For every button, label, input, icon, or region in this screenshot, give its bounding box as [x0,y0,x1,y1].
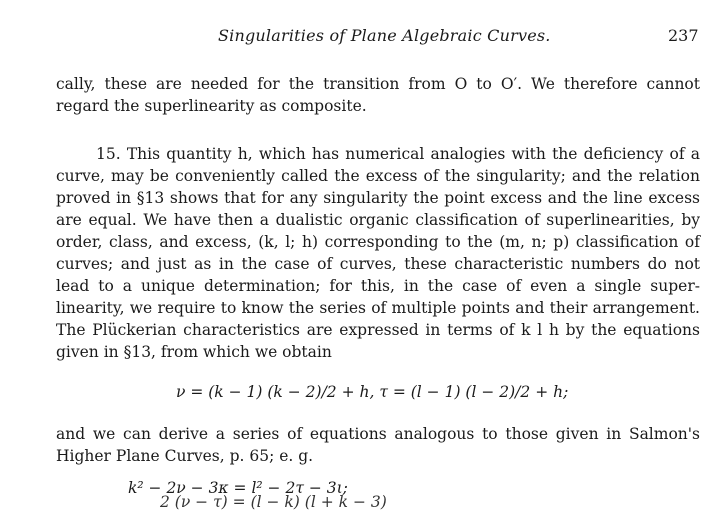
paragraph-15-line-6: curves; and just as in the case of curves, these characteristic numbers do not [56,255,700,273]
paragraph-15-line-3: proved in §13 shows that for any singularity the point excess and the line excess [56,189,700,207]
equation-cut-off [160,493,420,511]
page-number: 237 [668,26,699,45]
text-line-after-1: and we can derive a series of equations analogous to those given in Salmon's [56,425,700,443]
equation-plucker: ν = (k − 1) (k − 2)/2 + h, τ = (l − 1) (l − 2)/2 + h; [176,383,569,401]
running-title: Singularities of Plane Algebraic Curves. [218,26,551,45]
paragraph-15-line-5: order, class, and excess, (k, l; h) corresponding to the (m, n; p) classification of [56,233,700,251]
equation-cut-off-text: 2 (ν − τ) = (l − k) (l + k − 3) [160,493,387,511]
paragraph-15-line-7: lead to a unique determination; for this, in the case of even a single super- [56,277,700,295]
text-line-after-2: Higher Plane Curves, p. 65; e. g. [56,447,314,465]
paragraph-15-line-4: are equal. We have then a dualistic organic classification of superlinearities, by [56,211,700,229]
paragraph-15-line-9: The Plückerian characteristics are expressed in terms of k l h by the equations [56,321,700,339]
paragraph-15-line-10: given in §13, from which we obtain [56,343,332,361]
running-head [0,26,720,50]
text-line-2: regard the superlinearity as composite. [56,97,367,115]
paragraph-15-line-8: linearity, we require to know the series of multiple points and their arrangement. [56,299,700,317]
equation-example: k² − 2ν − 3κ = l² − 2τ − 3ι; [128,479,348,497]
paragraph-15-line-1: 15. This quantity h, which has numerical analogies with the deficiency of a [96,145,700,163]
text-line-1: cally, these are needed for the transition from O to O′. We therefore cannot [56,75,700,93]
paragraph-15-line-2: curve, may be conveniently called the excess of the singularity; and the relation [56,167,700,185]
